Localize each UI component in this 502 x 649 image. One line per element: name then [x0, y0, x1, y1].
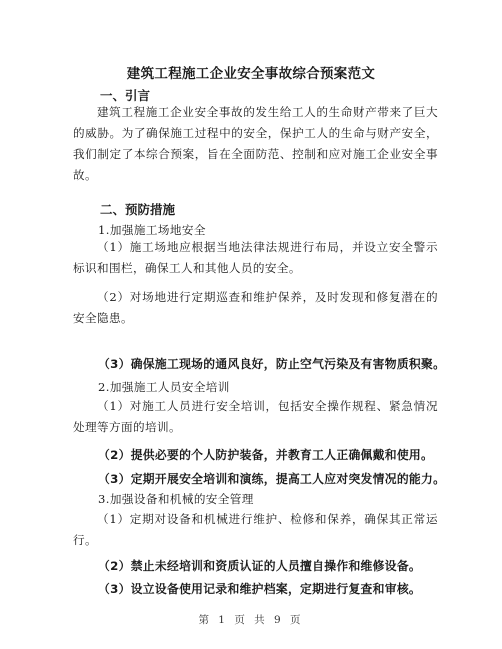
site-safety-item-2: （2）对场地进行定期巡查和维护保养，及时发现和修复潜在的安全隐患。	[73, 290, 438, 325]
training-item-1: （1）对施工人员进行安全培训，包括安全操作规程、紧急情况处理等方面的培训。	[73, 399, 438, 434]
site-safety-item-1: （1）施工场地应根据当地法律法规进行布局，并设立安全警示标识和围栏，确保工人和其他人员的安全。	[73, 240, 438, 275]
section-heading-prevention: 二、预防措施	[100, 202, 176, 217]
subsection-title-site-safety: 1.加强施工场地安全	[98, 223, 206, 237]
training-item-3: （3）定期开展安全培训和演练，提高工人应对突发情况的能力。	[98, 472, 446, 486]
equipment-item-1: （1）定期对设备和机械进行维护、检修和保养，确保其正常运行。	[73, 512, 438, 547]
training-item-2: （2）提供必要的个人防护装备，并教育工人正确佩戴和使用。	[98, 448, 434, 462]
equipment-item-2: （2）禁止未经培训和资质认证的人员擅自操作和维修设备。	[98, 559, 422, 573]
subsection-title-training: 2.加强施工人员安全培训	[98, 380, 230, 394]
site-safety-item-3: （3）确保施工现场的通风良好，防止空气污染及有害物质积聚。	[98, 357, 446, 371]
equipment-item-3: （3）设立设备使用记录和维护档案，定期进行复查和审核。	[98, 582, 422, 596]
subsection-title-equipment: 3.加强设备和机械的安全管理	[98, 492, 254, 506]
page-footer: 第 1 页 共 9 页	[198, 614, 304, 626]
document-title: 建筑工程施工企业安全事故综合预案范文	[126, 66, 376, 82]
intro-paragraph: 建筑工程施工企业安全事故的发生给工人的生命财产带来了巨大的威胁。为了确保施工过程中的安全，保护工人的生命与财产安全，我们制定了本综合预案，旨在全面防范、控制和应对施工企业安全事故。	[73, 105, 438, 182]
section-heading-intro: 一、引言	[100, 88, 151, 103]
